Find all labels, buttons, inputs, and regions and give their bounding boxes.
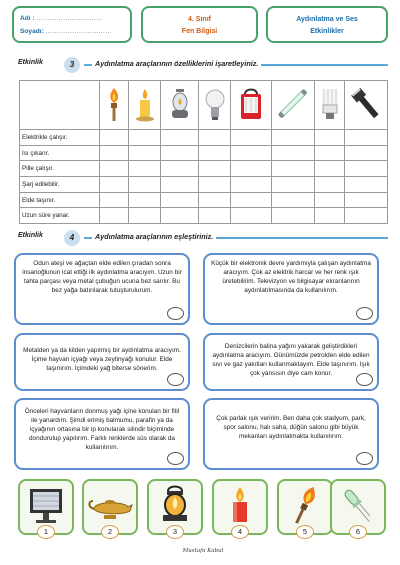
course-box [141,6,258,43]
check-cell[interactable] [344,192,387,208]
check-cell[interactable] [129,208,161,224]
check-cell[interactable] [199,130,231,146]
row-label: Isı çıkarır. [20,145,100,161]
picture-number: 6 [349,525,367,539]
check-cell[interactable] [231,130,272,146]
answer-circle[interactable] [167,307,184,320]
check-cell[interactable] [231,161,272,177]
picture-5[interactable] [277,479,333,539]
check-cell[interactable] [231,177,272,193]
table-row [20,130,388,146]
row-label: Şarj edilebilir. [20,177,100,193]
activity-label: Etkinlik [18,232,43,239]
description-box-6 [203,398,379,470]
check-cell[interactable] [100,177,129,193]
row-label: Pille çalışır. [20,161,100,177]
surname-field[interactable]: ………………………… [45,28,112,35]
description-text: Küçük bir elektronik devre yardımıyla çalışan aydınlatma aracıyım. Çok az elektrik harcar ve her renk ışık üretebilirim. Televizyon ve bilgisayar ekranlarının aydınlatılmasında da kullanılırım. [211,260,371,294]
description-box-1 [14,253,190,325]
check-cell[interactable] [271,177,314,193]
description-box-3 [14,333,190,391]
surname-label: Soyadı: [20,28,44,35]
oil-lamp-icon [84,483,136,527]
check-cell[interactable] [161,161,199,177]
activity-badge [14,57,84,73]
check-cell[interactable] [199,161,231,177]
candle-icon [214,483,266,527]
description-box-4 [203,333,379,391]
check-cell[interactable] [100,130,129,146]
table-row [20,177,388,193]
picture-3[interactable] [147,479,203,539]
row-label: Uzun süre yanar. [20,208,100,224]
row-label: Elde taşınır. [20,192,100,208]
floodlight-icon [20,483,72,527]
check-cell[interactable] [271,130,314,146]
picture-number: 4 [231,525,249,539]
check-cell[interactable] [100,192,129,208]
check-cell[interactable] [129,192,161,208]
check-cell[interactable] [315,192,344,208]
picture-number: 2 [101,525,119,539]
description-text: Çok parlak ışık veririm. Ben daha çok stadyum, park, spor salonu, halı saha, düğün salonu gibi büyük mekanları aydınlatmakta kullanılırım. [216,415,366,440]
check-cell[interactable] [271,145,314,161]
picture-2[interactable] [82,479,138,539]
topic-box [266,6,388,43]
check-cell[interactable] [315,145,344,161]
corner-cell [20,81,100,130]
activity-title: Aydınlatma araçlarının özelliklerini işaretleyiniz. [92,59,261,68]
check-cell[interactable] [161,130,199,146]
check-cell[interactable] [161,145,199,161]
grade-label: 4. Sınıf [188,16,211,23]
check-cell[interactable] [129,130,161,146]
table-row [20,145,388,161]
activity-label: Etkinlik [18,59,43,66]
description-text: Metalden ya da kilden yapılmış bir aydınlatma aracıyım. İçime hayvan içyağı veya zeytinyağı konulur. Elde taşınırım. İçimdeki yağ biterse sönerim. [23,347,181,372]
light-bulb-icon [199,81,231,130]
topic-label: Aydınlatma ve Ses [296,16,358,23]
activity-3-heading [14,57,388,73]
description-text: Denizcilerin balina yağını yakarak geliştirdikleri aydınlatma aracıyım. Günümüzde petrolden elde edilen sıvı ve gaz yakıtları kullanmaktayım. Elde taşınırım. Işık çok yansısın diye cam konur. [212,343,370,377]
check-cell[interactable] [161,192,199,208]
picture-tray [14,479,388,539]
led-icon [332,483,384,527]
check-cell[interactable] [344,145,387,161]
check-cell[interactable] [199,208,231,224]
picture-number: 1 [37,525,55,539]
picture-4[interactable] [212,479,268,539]
description-box-2 [203,253,379,325]
table-row [20,192,388,208]
activity-badge [14,230,84,246]
picture-number: 5 [296,525,314,539]
answer-circle[interactable] [356,307,373,320]
activity-number: 3 [64,57,80,73]
picture-6[interactable] [330,479,386,539]
picture-1[interactable] [18,479,74,539]
check-cell[interactable] [344,161,387,177]
check-cell[interactable] [271,161,314,177]
check-cell[interactable] [100,161,129,177]
activity-number: 4 [64,230,80,246]
check-cell[interactable] [231,192,272,208]
flashlight-icon [344,81,387,130]
check-cell[interactable] [231,145,272,161]
picture-number: 3 [166,525,184,539]
lantern-icon [149,483,201,527]
name-label: Adı : [20,15,35,22]
check-cell[interactable] [344,208,387,224]
author-signature: Mustafa Kabul [182,548,224,554]
check-cell[interactable] [129,145,161,161]
check-cell[interactable] [315,177,344,193]
torch-icon [100,81,129,130]
properties-table [19,80,388,224]
answer-circle[interactable] [356,452,373,465]
check-cell[interactable] [271,192,314,208]
answer-circle[interactable] [356,373,373,386]
check-cell[interactable] [199,192,231,208]
check-cell[interactable] [344,177,387,193]
check-cell[interactable] [271,208,314,224]
description-box-5 [14,398,190,470]
check-cell[interactable] [129,161,161,177]
candle-icon [129,81,161,130]
student-info-box [12,6,132,43]
row-label: Elektrikle çalışır. [20,130,100,146]
check-cell[interactable] [199,177,231,193]
table-row [20,161,388,177]
check-cell[interactable] [129,177,161,193]
energy-saving-bulb-icon [315,81,344,130]
check-cell[interactable] [199,145,231,161]
oil-lamp-icon [161,81,199,130]
check-cell[interactable] [100,145,129,161]
subject-label: Fen Bilgisi [181,28,218,35]
fluorescent-tube-icon [271,81,314,130]
check-cell[interactable] [315,208,344,224]
check-cell[interactable] [100,208,129,224]
icon-row [20,81,388,130]
torch-icon [279,483,331,527]
check-cell[interactable] [315,130,344,146]
check-cell[interactable] [315,161,344,177]
check-cell[interactable] [231,208,272,224]
check-cell[interactable] [344,130,387,146]
description-text: Odun ateşi ve ağaçtan elde edilen çıradan sonra insanoğlunun icat ettiği ilk aydınlatma aracıyım. Uzun bir tahta parçası veya metal çubuğun ucuna bez sarılır. Bu bez yağa batırılarak tutuşturulurum. [22,260,182,294]
activity-title: Aydınlatma araçlarının eşleştiriniz. [92,232,216,241]
check-cell[interactable] [161,177,199,193]
answer-circle[interactable] [167,452,184,465]
description-text: Önceleri hayvanların donmuş yağı içine konulan bir fitil ile yanardım. Şimdi erimiş balmumu, parafin ya da içyağının ortasına bir ip konularak silindir biçiminde dondurulup yapılırım. Farklı renklerde süs olarak da kullanılırım. [24,408,180,451]
activity-4-heading [14,230,388,246]
table-row [20,208,388,224]
check-cell[interactable] [161,208,199,224]
name-field[interactable]: ………………………… [36,15,103,22]
answer-circle[interactable] [167,373,184,386]
rechargeable-lantern-icon [231,81,272,130]
kind-label: Etkinlikler [310,28,344,35]
